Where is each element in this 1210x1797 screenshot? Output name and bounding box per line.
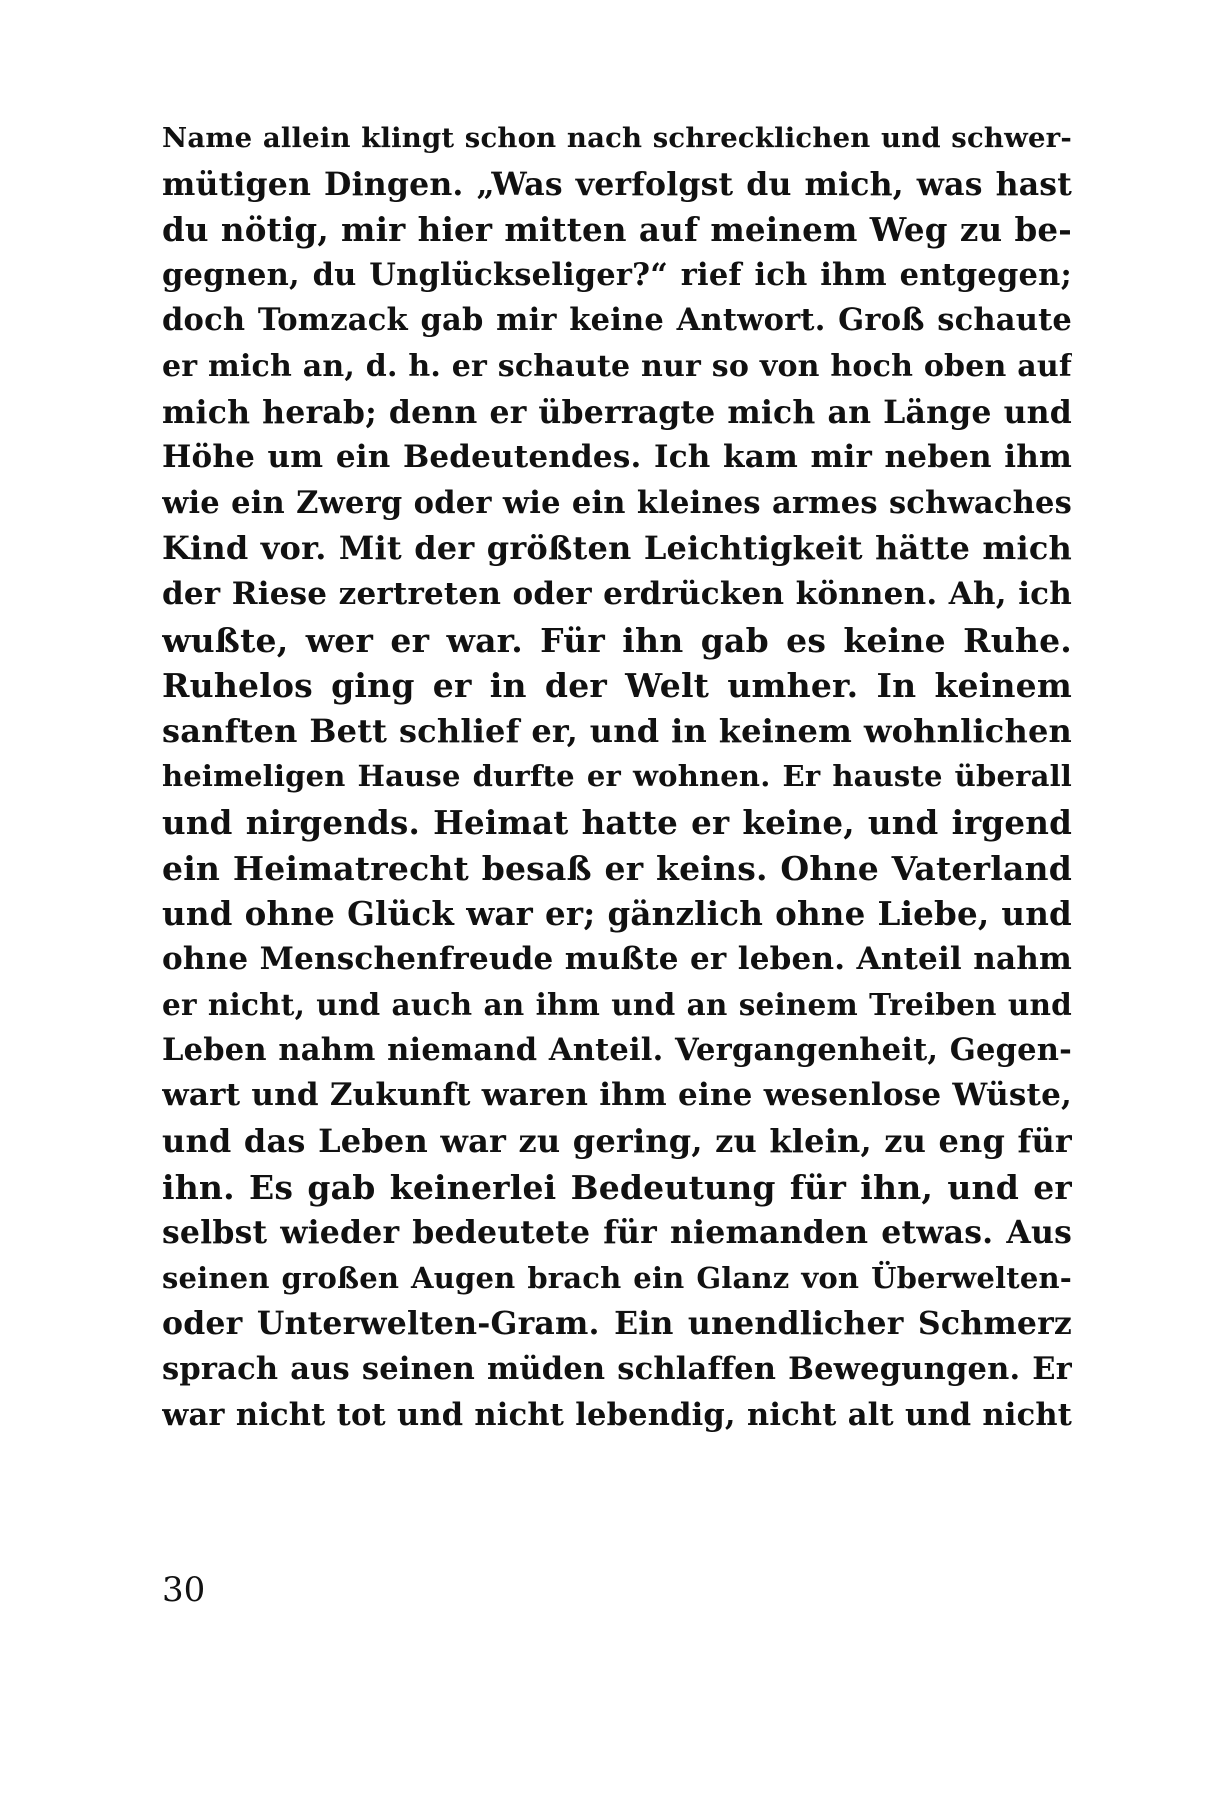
text-line: heimeligen Hause durfte er wohnen. Er hauste überall xyxy=(162,759,1072,794)
text-line: doch Tomzack gab mir keine Antwort. Groß schaute xyxy=(162,302,1072,339)
text-line: er nicht, und auch an ihm und an seinem Treiben und xyxy=(162,987,1072,1023)
text-line: war nicht tot und nicht lebendig, nicht alt und nicht xyxy=(162,1396,1072,1433)
text-line: Leben nahm niemand Anteil. Vergangenheit, Gegen- xyxy=(162,1031,1072,1068)
text-line: wart und Zukunft waren ihm eine wesenlose Wüste, xyxy=(162,1077,1072,1114)
text-line: er mich an, d. h. er schaute nur so von hoch oben auf xyxy=(162,348,1072,384)
text-line: ein Heimatrecht besaß er keins. Ohne Vaterland xyxy=(162,848,1072,888)
text-line: mütigen Dingen. „Was verfolgst du mich, was hast xyxy=(162,165,1072,203)
text-line: gegnen, du Unglückseliger?“ rief ich ihm entgegen; xyxy=(162,256,1072,293)
text-line: sanften Bett schlief er, und in keinem wohnlichen xyxy=(162,711,1072,750)
text-line: der Riese zertreten oder erdrücken können. Ah, ich xyxy=(162,575,1072,612)
text-line: Ruhelos ging er in der Welt umher. In keinem xyxy=(162,666,1072,706)
text-line: wie ein Zwerg oder wie ein kleines armes schwaches xyxy=(162,484,1072,521)
text-line: oder Unterwelten-Gram. Ein unendlicher Schmerz xyxy=(162,1305,1072,1343)
text-line: und ohne Glück war er; gänzlich ohne Liebe, und xyxy=(162,894,1072,934)
text-line: Name allein klingt schon nach schrecklichen und schwer- xyxy=(162,122,1072,154)
body-text xyxy=(162,116,1072,1438)
page-number: 30 xyxy=(162,1570,206,1610)
text-line: du nötig, mir hier mitten auf meinem Weg zu be- xyxy=(162,210,1072,250)
text-line: ihn. Es gab keinerlei Bedeutung für ihn, und er xyxy=(162,1167,1072,1207)
text-line: selbst wieder bedeutete für niemanden etwas. Aus xyxy=(162,1214,1072,1252)
text-line: und das Leben war zu gering, zu klein, zu eng für xyxy=(162,1122,1072,1161)
text-line: wußte, wer er war. Für ihn gab es keine Ruhe. xyxy=(162,620,1072,660)
text-line: seinen großen Augen brach ein Glanz von Überwelten- xyxy=(162,1260,1072,1295)
text-line: sprach aus seinen müden schlaffen Bewegungen. Er xyxy=(162,1351,1072,1388)
text-line: mich herab; denn er überragte mich an Länge und xyxy=(162,393,1072,431)
text-line: ohne Menschenfreude mußte er leben. Anteil nahm xyxy=(162,940,1072,977)
text-line: und nirgends. Heimat hatte er keine, und irgend xyxy=(162,802,1072,842)
text-line: Höhe um ein Bedeutendes. Ich kam mir neben ihm xyxy=(162,439,1072,476)
text-line: Kind vor. Mit der größten Leichtigkeit hätte mich xyxy=(162,529,1072,568)
